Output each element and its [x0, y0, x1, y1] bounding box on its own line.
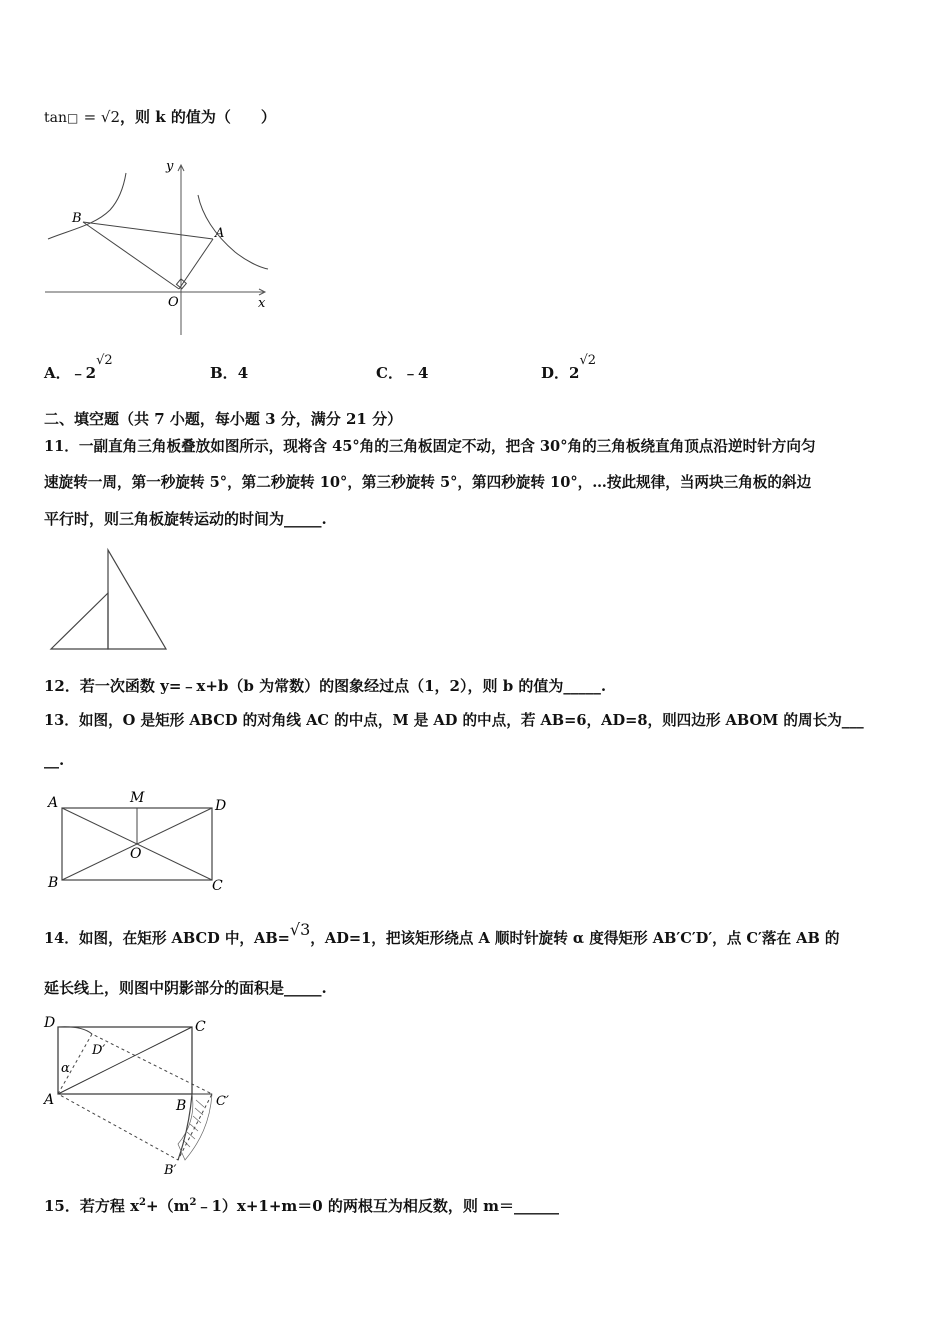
- option-label: D．: [541, 364, 570, 382]
- label-b: B: [48, 875, 59, 891]
- label-b: B: [176, 1098, 187, 1114]
- label-a: A: [215, 226, 225, 241]
- arc-dd2: [58, 1027, 92, 1034]
- label-d-prime: D′: [92, 1043, 106, 1058]
- label-d: D: [215, 798, 227, 814]
- option-value: 4: [237, 364, 249, 382]
- triangle-45deg: [51, 593, 108, 649]
- q12-text: 12．若一次函数 y=﹣x+b（b 为常数）的图象经过点（1，2），则 b 的值为_____.: [44, 677, 607, 695]
- label-alpha: α: [61, 1061, 70, 1076]
- label-c: C: [212, 878, 223, 894]
- label-y: y: [166, 159, 174, 174]
- q15-text: [44, 1196, 559, 1219]
- label-c: C: [195, 1019, 206, 1035]
- hyperbola-right-branch: [198, 195, 268, 269]
- label-o: O: [130, 846, 142, 862]
- label-o: O: [168, 295, 179, 310]
- q13-line1: 13．如图，O 是矩形 ABCD 的对角线 AC 的中点，M 是 AD 的中点，若 AB=6，AD=8，则四边形 ABOM 的周长为___: [44, 712, 864, 729]
- q11-line3: 平行时，则三角板旋转运动的时间为_____.: [44, 510, 327, 528]
- q15-sup1: 2: [139, 1197, 147, 1208]
- option-label: C．: [376, 364, 403, 382]
- q14-radical: √3: [289, 920, 311, 939]
- q14-text-a: 14．如图，在矩形 ABCD 中，AB=: [44, 930, 290, 947]
- label-a: A: [48, 795, 59, 811]
- q11-line2: 速旋转一周，第一秒旋转 5°，第二秒旋转 10°，第三秒旋转 5°，第四秒旋转 10°，…按此规律，当两块三角板的斜边: [44, 474, 812, 491]
- q13-line2: __.: [44, 751, 65, 769]
- option-label: A．: [44, 364, 71, 382]
- tan-label: tan: [44, 110, 67, 126]
- segment-ba: [83, 222, 213, 239]
- q11-figure: [46, 546, 171, 654]
- diagonal-ac: [58, 1027, 192, 1094]
- q13-figure: [44, 788, 234, 896]
- segment-bo: [83, 222, 179, 289]
- option-value: 2: [569, 364, 580, 382]
- label-a: A: [44, 1092, 55, 1108]
- hyperbola-left-branch: [48, 173, 126, 239]
- option-value: ﹣4: [402, 364, 429, 382]
- option-value: ﹣2: [70, 364, 97, 382]
- q11-line1: 11．一副直角三角板叠放如图所示，现将含 45°角的三角板固定不动，把含 30°角的三角板绕直角顶点沿逆时针方向匀: [44, 438, 816, 455]
- q10-stem: [44, 107, 276, 128]
- q10-option-d[interactable]: [541, 353, 597, 383]
- label-b-prime: B′: [164, 1163, 177, 1178]
- q14-line1: [44, 920, 840, 949]
- label-b: B: [72, 211, 82, 226]
- q10-option-b[interactable]: [210, 362, 248, 383]
- q10-option-c[interactable]: [376, 362, 428, 383]
- label-d: D: [44, 1015, 56, 1031]
- tan-symbol: □: [67, 111, 79, 125]
- q14-figure: [40, 1012, 240, 1180]
- label-m: M: [130, 790, 145, 806]
- q15-rest: ﹣1）x+1+m＝0 的两根互为相反数，则 m＝______: [196, 1197, 560, 1215]
- triangle-30deg: [108, 550, 166, 649]
- q14-line2: 延长线上，则图中阴影部分的面积是_____.: [44, 979, 327, 997]
- q14-text-b: ，AD=1，把该矩形绕点 A 顺时针旋转 α 度得矩形 AB′C′D′，点 C′落在 AB 的: [310, 930, 840, 947]
- q15-mid: +（m: [146, 1197, 190, 1215]
- q15-prefix: 15．若方程 x: [44, 1197, 140, 1215]
- q10-text: ，则 k 的值为（ ）: [120, 108, 276, 126]
- tan-value: = √2: [83, 108, 121, 126]
- option-radical: √2: [96, 353, 113, 368]
- q15-sup2: 2: [189, 1197, 197, 1208]
- q10-figure: [40, 155, 275, 340]
- option-label: B．: [210, 364, 238, 382]
- rotated-rectangle: [58, 1034, 212, 1160]
- q10-option-a[interactable]: [44, 353, 113, 383]
- label-x: x: [258, 296, 266, 311]
- option-radical: √2: [579, 353, 597, 368]
- label-c-prime: C′: [216, 1094, 229, 1109]
- section-title: 二、填空题（共 7 小题，每小题 3 分，满分 21 分）: [44, 410, 403, 428]
